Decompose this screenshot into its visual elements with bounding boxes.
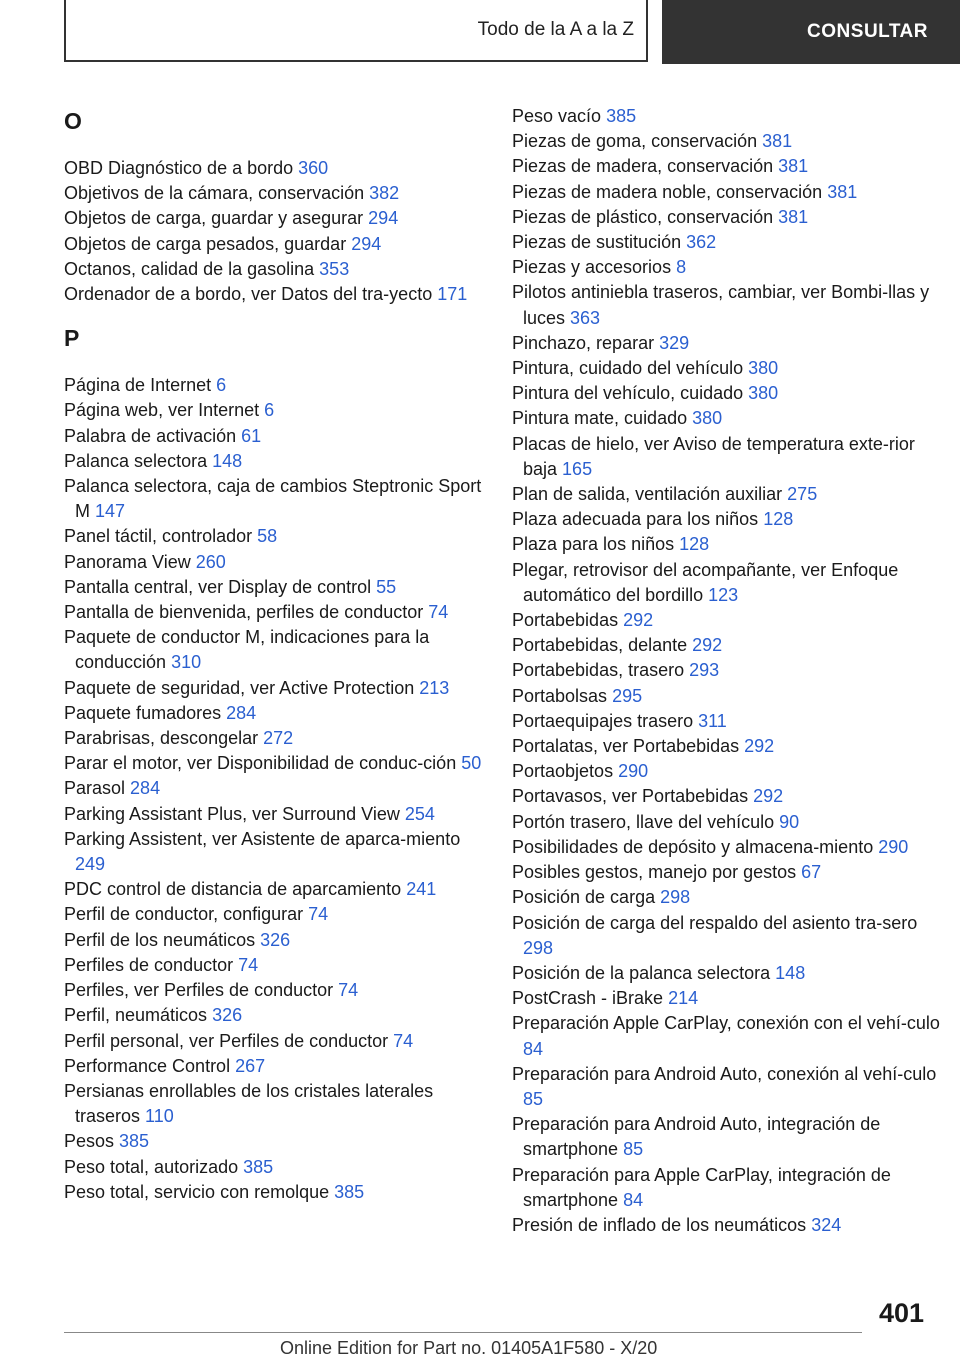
page-link[interactable]: 295	[612, 685, 643, 706]
index-entry	[64, 449, 494, 474]
index-entry	[64, 1079, 494, 1129]
index-term: Parar el motor, ver Disponibilidad de conduc-ción	[64, 753, 462, 774]
index-entry	[64, 1129, 494, 1154]
index-term: Posición de carga del respaldo del asiento tra-sero	[512, 912, 918, 933]
index-term: Portón trasero, llave del vehículo	[512, 811, 780, 832]
index-term: Perfiles, ver Perfiles de conductor	[64, 980, 339, 1001]
index-term: Paquete de conductor M, indicaciones para la conducción	[64, 627, 430, 673]
index-entry	[512, 104, 942, 129]
index-term: Parasol	[64, 778, 131, 799]
index-term: Placas de hielo, ver Aviso de temperatura exte-rior baja	[512, 433, 915, 479]
index-entry	[512, 1062, 942, 1112]
page-link[interactable]: 381	[762, 131, 793, 152]
index-entry	[64, 424, 494, 449]
page-link[interactable]: 292	[753, 786, 784, 807]
page-link[interactable]: 74	[338, 980, 359, 1001]
index-term: Pintura del vehículo, cuidado	[512, 383, 749, 404]
index-entry	[64, 156, 494, 181]
page-link[interactable]: 363	[570, 307, 601, 328]
index-term: Octanos, calidad de la gasolina	[64, 258, 320, 279]
page-link[interactable]: 381	[778, 156, 809, 177]
page-link[interactable]: 6	[264, 400, 275, 421]
index-entry	[512, 432, 942, 482]
section-letter: P	[64, 325, 80, 352]
page-link[interactable]: 123	[708, 584, 739, 605]
page-link[interactable]: 110	[145, 1106, 174, 1127]
page-link[interactable]: 360	[298, 158, 329, 178]
page-link[interactable]: 298	[523, 937, 554, 958]
index-term: Plan de salida, ventilación auxiliar	[512, 484, 788, 505]
page-link[interactable]: 290	[878, 836, 909, 857]
page-link[interactable]: 292	[623, 610, 654, 631]
index-entry	[512, 558, 942, 608]
page-link[interactable]: 310	[171, 652, 202, 673]
index-entry	[512, 1011, 942, 1061]
index-term: Ordenador de a bordo, ver Datos del tra-yecto	[64, 284, 438, 305]
index-entry	[512, 759, 942, 784]
page-link[interactable]: 284	[130, 778, 161, 799]
index-entry	[64, 978, 494, 1003]
page-link[interactable]: 294	[368, 208, 399, 229]
index-entry	[512, 810, 942, 835]
index-entry	[512, 482, 942, 507]
index-entry	[64, 524, 494, 549]
index-entry	[64, 751, 494, 776]
page-link[interactable]: 381	[827, 181, 858, 202]
index-entry	[64, 373, 494, 398]
page-link[interactable]: 267	[235, 1055, 266, 1076]
index-entry	[512, 255, 942, 280]
index-entry	[64, 928, 494, 953]
index-term: Performance Control	[64, 1055, 236, 1076]
index-entry	[64, 902, 494, 927]
index-term: Palanca selectora	[64, 450, 213, 471]
page-link[interactable]: 171	[437, 284, 468, 305]
index-term: Página web, ver Internet	[64, 400, 265, 421]
page-link[interactable]: 148	[212, 450, 243, 471]
index-entry	[64, 181, 494, 206]
index-entry	[512, 709, 942, 734]
page-link[interactable]: 294	[351, 233, 382, 254]
index-entry	[64, 600, 494, 625]
index-entry	[512, 280, 942, 330]
index-entry	[512, 205, 942, 230]
index-entry	[64, 701, 494, 726]
index-entry	[64, 877, 494, 902]
index-term: Parking Assistant Plus, ver Surround View	[64, 803, 405, 824]
page-link[interactable]: 85	[623, 1139, 644, 1160]
page-link[interactable]: 381	[778, 206, 809, 227]
page-link[interactable]: 58	[257, 526, 278, 547]
page-link[interactable]: 50	[461, 753, 482, 774]
index-term: Posición de la palanca selectora	[512, 962, 776, 983]
index-term: Portaequipajes trasero	[512, 710, 699, 731]
index-entry	[512, 532, 942, 557]
page-link[interactable]: 326	[212, 1005, 243, 1026]
index-term: Pesos	[64, 1131, 120, 1152]
index-entry	[512, 658, 942, 683]
index-term: PDC control de distancia de aparcamiento	[64, 879, 407, 900]
index-entry	[512, 860, 942, 885]
page-link[interactable]: 74	[393, 1030, 414, 1051]
index-term: Pintura, cuidado del vehículo	[512, 358, 749, 379]
index-term: Parking Assistent, ver Asistente de aparca-miento	[64, 828, 461, 849]
index-term: Piezas y accesorios	[512, 257, 677, 278]
page-link[interactable]: 128	[763, 509, 794, 530]
index-entry	[512, 835, 942, 860]
page-link[interactable]: 213	[419, 677, 450, 698]
index-term: PostCrash - iBrake	[512, 988, 669, 1009]
page-link[interactable]: 254	[404, 803, 435, 824]
page-link[interactable]: 272	[263, 728, 294, 749]
page-link[interactable]: 84	[523, 1038, 544, 1059]
page-link[interactable]: 165	[562, 458, 593, 479]
index-term: Plegar, retrovisor del acompañante, ver Enfoque automático del bordillo	[512, 559, 899, 605]
index-entry	[512, 1213, 942, 1238]
index-term: Pintura mate, cuidado	[512, 408, 693, 429]
section-letter: O	[64, 108, 82, 134]
index-entry	[64, 550, 494, 575]
index-entry	[64, 1155, 494, 1180]
index-term: Paquete fumadores	[64, 702, 227, 723]
index-entry	[512, 1112, 942, 1162]
page-link[interactable]: 324	[811, 1214, 842, 1235]
index-term: Pinchazo, reparar	[512, 332, 660, 353]
index-entry	[512, 961, 942, 986]
section-tab[interactable]	[64, 0, 648, 62]
index-term: Palanca selectora, caja de cambios Steptronic Sport M	[64, 476, 482, 522]
index-term: Piezas de goma, conservación	[512, 131, 763, 152]
index-entry	[512, 180, 942, 205]
index-term: Objetivos de la cámara, conservación	[64, 183, 370, 204]
index-term: Posibilidades de depósito y almacena-miento	[512, 836, 879, 857]
page-link[interactable]: 241	[406, 879, 437, 900]
index-entry	[512, 684, 942, 709]
page-link[interactable]: 249	[75, 854, 106, 875]
index-entry	[512, 230, 942, 255]
index-entry	[512, 608, 942, 633]
index-entry	[64, 282, 494, 307]
index-term: Peso vacío	[512, 106, 607, 126]
index-term: Portaobjetos	[512, 761, 619, 782]
page-link[interactable]: 90	[779, 811, 800, 832]
consult-tab[interactable]	[662, 0, 960, 64]
footer-divider	[64, 1332, 862, 1333]
index-term: Portabebidas, delante	[512, 635, 693, 656]
page-link[interactable]: 380	[692, 408, 723, 429]
index-entry	[512, 406, 942, 431]
page-link[interactable]: 260	[195, 551, 226, 572]
index-term: Portalatas, ver Portabebidas	[512, 736, 745, 757]
index-entry	[512, 734, 942, 759]
index-entry	[512, 507, 942, 532]
page-link[interactable]: 84	[623, 1189, 644, 1210]
page-link[interactable]: 292	[744, 736, 775, 757]
index-term: Piezas de madera, conservación	[512, 156, 779, 177]
page-link[interactable]: 147	[95, 501, 126, 522]
index-column-left	[64, 100, 494, 1205]
index-term: Piezas de plástico, conservación	[512, 206, 779, 227]
index-term: Persianas enrollables de los cristales laterales traseros	[64, 1080, 434, 1127]
page-link[interactable]: 6	[216, 375, 227, 396]
index-term: Objetos de carga, guardar y asegurar	[64, 208, 369, 229]
page-link[interactable]: 385	[243, 1156, 274, 1177]
index-entry	[64, 625, 494, 675]
page-link[interactable]: 67	[801, 862, 822, 883]
index-entry	[512, 129, 942, 154]
index-term: Posición de carga	[512, 887, 661, 908]
page-link[interactable]: 293	[689, 660, 720, 681]
page-link[interactable]: 385	[606, 106, 637, 126]
index-term: Preparación para Android Auto, conexión al vehí-culo	[512, 1063, 937, 1084]
index-entry	[64, 575, 494, 600]
index-term: Perfil personal, ver Perfiles de conductor	[64, 1030, 394, 1051]
page-link[interactable]: 148	[775, 962, 806, 983]
page-link[interactable]: 74	[428, 602, 449, 623]
consult-tab-label: CONSULTAR	[807, 21, 928, 42]
index-entry	[64, 726, 494, 751]
page-number: 401	[878, 1298, 924, 1328]
index-entry	[64, 232, 494, 257]
index-entry	[512, 331, 942, 356]
index-entry	[64, 206, 494, 231]
page-link[interactable]: 8	[676, 257, 687, 278]
footer-edition: Online Edition for Part no. 01405A1F580 - X/20	[280, 1338, 658, 1358]
index-entry	[64, 953, 494, 978]
index-entry	[512, 784, 942, 809]
index-term: Panorama View	[64, 551, 196, 572]
page-link[interactable]: 326	[260, 929, 291, 950]
page-link[interactable]: 128	[679, 534, 710, 555]
index-entry	[64, 1003, 494, 1028]
index-column-right	[512, 104, 942, 1238]
index-entry	[64, 398, 494, 423]
index-entry	[64, 676, 494, 701]
page-link[interactable]: 298	[660, 887, 691, 908]
page-link[interactable]: 61	[241, 425, 262, 446]
index-term: Página de Internet	[64, 375, 217, 396]
index-entry	[64, 776, 494, 801]
section-label: Todo de la A a la Z	[477, 19, 634, 40]
page-link[interactable]: 292	[692, 635, 723, 656]
index-term: Portabebidas	[512, 610, 624, 631]
index-term: Objetos de carga pesados, guardar	[64, 233, 352, 254]
index-entry	[64, 1054, 494, 1079]
index-entry	[512, 885, 942, 910]
index-term: Piezas de madera noble, conservación	[512, 181, 828, 202]
page-link[interactable]: 311	[698, 710, 727, 731]
page-link[interactable]: 329	[659, 332, 690, 353]
page-header	[64, 0, 960, 64]
index-term: Posibles gestos, manejo por gestos	[512, 862, 802, 883]
index-term: Peso total, autorizado	[64, 1156, 244, 1177]
index-term: Preparación para Android Auto, integración de smartphone	[512, 1114, 881, 1160]
index-entry	[512, 381, 942, 406]
index-term: Perfil de los neumáticos	[64, 929, 261, 950]
index-entry	[512, 911, 942, 961]
index-term: Pantalla central, ver Display de control	[64, 576, 377, 597]
page-link[interactable]: 385	[119, 1131, 150, 1152]
page-link[interactable]: 284	[226, 702, 257, 723]
index-term: Peso total, servicio con remolque	[64, 1181, 335, 1202]
page-link[interactable]: 382	[369, 183, 400, 204]
index-term: Perfil de conductor, configurar	[64, 904, 309, 925]
index-term: Perfiles de conductor	[64, 954, 239, 975]
index-entry	[64, 802, 494, 827]
index-entry	[512, 356, 942, 381]
page-link[interactable]: 275	[787, 484, 818, 505]
page-link[interactable]: 362	[686, 232, 717, 253]
index-term: Portabolsas	[512, 685, 613, 706]
index-term: Presión de inflado de los neumáticos	[512, 1214, 812, 1235]
index-term: Portabebidas, trasero	[512, 660, 690, 681]
index-entry	[64, 827, 494, 877]
page-link[interactable]: 214	[668, 988, 699, 1009]
index-term: Preparación para Apple CarPlay, integración de smartphone	[512, 1164, 891, 1210]
index-entry	[512, 1163, 942, 1213]
page-link[interactable]: 55	[376, 576, 397, 597]
index-term: Pilotos antiniebla traseros, cambiar, ver Bombi-llas y luces	[512, 282, 930, 328]
page-link[interactable]: 290	[618, 761, 649, 782]
page-link[interactable]: 74	[238, 954, 259, 975]
index-entry	[64, 1180, 494, 1205]
page-link[interactable]: 385	[334, 1181, 365, 1202]
page-link[interactable]: 353	[319, 258, 350, 279]
index-term: Portavasos, ver Portabebidas	[512, 786, 754, 807]
page-link[interactable]: 380	[748, 358, 779, 379]
index-entry	[512, 154, 942, 179]
index-entry	[512, 986, 942, 1011]
index-term: Preparación Apple CarPlay, conexión con el vehí-culo	[512, 1013, 940, 1034]
index-term: Perfil, neumáticos	[64, 1005, 213, 1026]
index-entry	[512, 633, 942, 658]
index-term: Plaza para los niños	[512, 534, 680, 555]
index-term: Palabra de activación	[64, 425, 242, 446]
index-term: Panel táctil, controlador	[64, 526, 258, 547]
index-entry	[64, 474, 494, 524]
index-term: Pantalla de bienvenida, perfiles de conductor	[64, 602, 429, 623]
index-term: Plaza adecuada para los niños	[512, 509, 764, 530]
page-link[interactable]: 74	[308, 904, 329, 925]
index-term: Parabrisas, descongelar	[64, 728, 264, 749]
page-link[interactable]: 380	[748, 383, 779, 404]
index-entry	[64, 257, 494, 282]
page-link[interactable]: 85	[523, 1088, 544, 1109]
index-term: OBD Diagnóstico de a bordo	[64, 158, 299, 178]
index-term: Piezas de sustitución	[512, 232, 687, 253]
index-entry	[64, 1029, 494, 1054]
index-term: Paquete de seguridad, ver Active Protection	[64, 677, 420, 698]
